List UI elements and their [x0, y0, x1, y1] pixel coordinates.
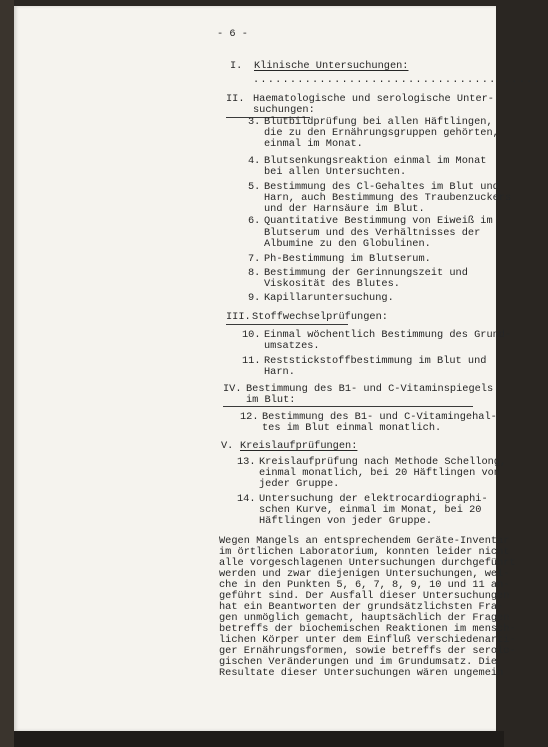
item-number: 12.	[240, 411, 259, 423]
item-number: 8.	[248, 267, 261, 279]
section-4-underline	[223, 406, 473, 407]
paragraph-line: alle vorgeschlagenen Untersuchungen durchgeführt	[219, 557, 516, 569]
section-4-label: IV.	[223, 383, 242, 395]
item-number: 14.	[237, 493, 256, 505]
paragraph-line: im örtlichen Laboratorium, konnten leider nicht	[219, 546, 510, 558]
item-line: Kreislaufprüfung nach Methode Schellong,	[259, 456, 507, 468]
section-3-title: Stoffwechselprüfungen:	[252, 311, 388, 323]
section-1-title: Klinische Untersuchungen:	[254, 60, 409, 72]
item-line: Harn, auch Bestimmung des Traubenzuckers	[264, 192, 512, 204]
item-line: Albumine zu den Globulinen.	[264, 238, 431, 250]
item-line: und der Harnsäure im Blut.	[264, 203, 425, 215]
section-5-label: V.	[221, 440, 234, 452]
paragraph-line: che in den Punkten 5, 6, 7, 8, 9, 10 und 11 an-	[219, 579, 510, 591]
section-3-underline	[226, 324, 348, 325]
item-number: 13.	[237, 456, 256, 468]
item-line: Bestimmung des Cl-Gehaltes im Blut und	[264, 181, 499, 193]
paragraph-line: hat ein Beantworten der grundsätzlichsten Fra-	[219, 601, 504, 613]
item-line: einmal im Monat.	[264, 138, 363, 150]
item-number: 5.	[248, 181, 261, 193]
item-line: Ph-Bestimmung im Blutserum.	[264, 253, 431, 265]
item-line: umsatzes.	[264, 340, 320, 352]
item-line: schen Kurve, einmal im Monat, bei 20	[259, 504, 482, 516]
paragraph-line: gen unmöglich gemacht, hauptsächlich der Fragen	[219, 612, 510, 624]
section-4-title-line1: Bestimmung des B1- und C-Vitaminspiegels	[246, 383, 494, 395]
item-line: Einmal wöchentlich Bestimmung des Grund-	[264, 329, 512, 341]
item-line: Häftlingen von jeder Gruppe.	[259, 515, 433, 527]
item-line: Untersuchung der elektrocardiographi-	[259, 493, 488, 505]
section-4-title-line2: im Blut:	[246, 394, 296, 406]
section-5-title: Kreislaufprüfungen:	[240, 440, 358, 452]
section-2-title-line2: suchungen:	[253, 104, 315, 116]
item-number: 10.	[242, 329, 261, 341]
section-2-label: II.	[226, 93, 245, 105]
item-line: tes im Blut einmal monatlich.	[262, 422, 442, 434]
item-line: Blutserum und des Verhältnisses der	[264, 227, 481, 239]
item-number: 11.	[242, 355, 261, 367]
section-3-label: III.	[226, 311, 251, 323]
item-line: Quantitative Bestimmung von Eiweiß im	[264, 215, 493, 227]
item-line: jeder Gruppe.	[259, 478, 340, 490]
item-line: Kapillaruntersuchung.	[264, 292, 394, 304]
paragraph-line: werden und zwar diejenigen Untersuchungen, wel-	[219, 568, 510, 580]
section-1-label: I.	[230, 60, 243, 72]
item-number: 6.	[248, 215, 261, 227]
item-line: Viskosität des Blutes.	[264, 278, 400, 290]
paragraph-line: lichen Körper unter dem Einfluß verschiedenarti-	[219, 634, 516, 646]
item-line: Harn.	[264, 366, 295, 378]
item-line: Reststickstoffbestimmung im Blut und	[264, 355, 487, 367]
item-number: 9.	[248, 292, 261, 304]
item-line: Bestimmung der Gerinnungszeit und	[264, 267, 468, 279]
paragraph-line: Wegen Mangels an entsprechendem Geräte-Inventar	[219, 535, 510, 547]
paragraph-line: Resultate dieser Untersuchungen wären ungemein	[219, 667, 504, 679]
item-line: die zu den Ernährungsgruppen gehörten,	[264, 127, 499, 139]
scan-edge	[14, 731, 504, 747]
section-2-title-line1: Haematologische und serologische Unter-	[253, 93, 494, 105]
item-line: Blutsenkungsreaktion einmal im Monat	[264, 155, 487, 167]
section-1-dots: ........................................	[253, 74, 548, 86]
item-line: bei allen Untersuchten.	[264, 166, 407, 178]
paragraph-line: geführt sind. Der Ausfall dieser Untersuchungen	[219, 590, 510, 602]
item-number: 7.	[248, 253, 261, 265]
item-number: 4.	[248, 155, 261, 167]
item-line: Bestimmung des B1- und C-Vitamingehal-	[262, 411, 497, 423]
page-number: - 6 -	[217, 28, 248, 40]
book-binding	[0, 0, 14, 747]
item-line: Blutbildprüfung bei allen Häftlingen,	[264, 116, 493, 128]
paragraph-line: ger Ernährungsformen, sowie betreffs der serolo-	[219, 645, 516, 657]
item-line: einmal monatlich, bei 20 Häftlingen von	[259, 467, 500, 479]
item-number: 3.	[248, 116, 261, 128]
paragraph-line: gischen Veränderungen und im Grundumsatz. Die	[219, 656, 498, 668]
paragraph-line: betreffs der biochemischen Reaktionen im mensch-	[219, 623, 516, 635]
